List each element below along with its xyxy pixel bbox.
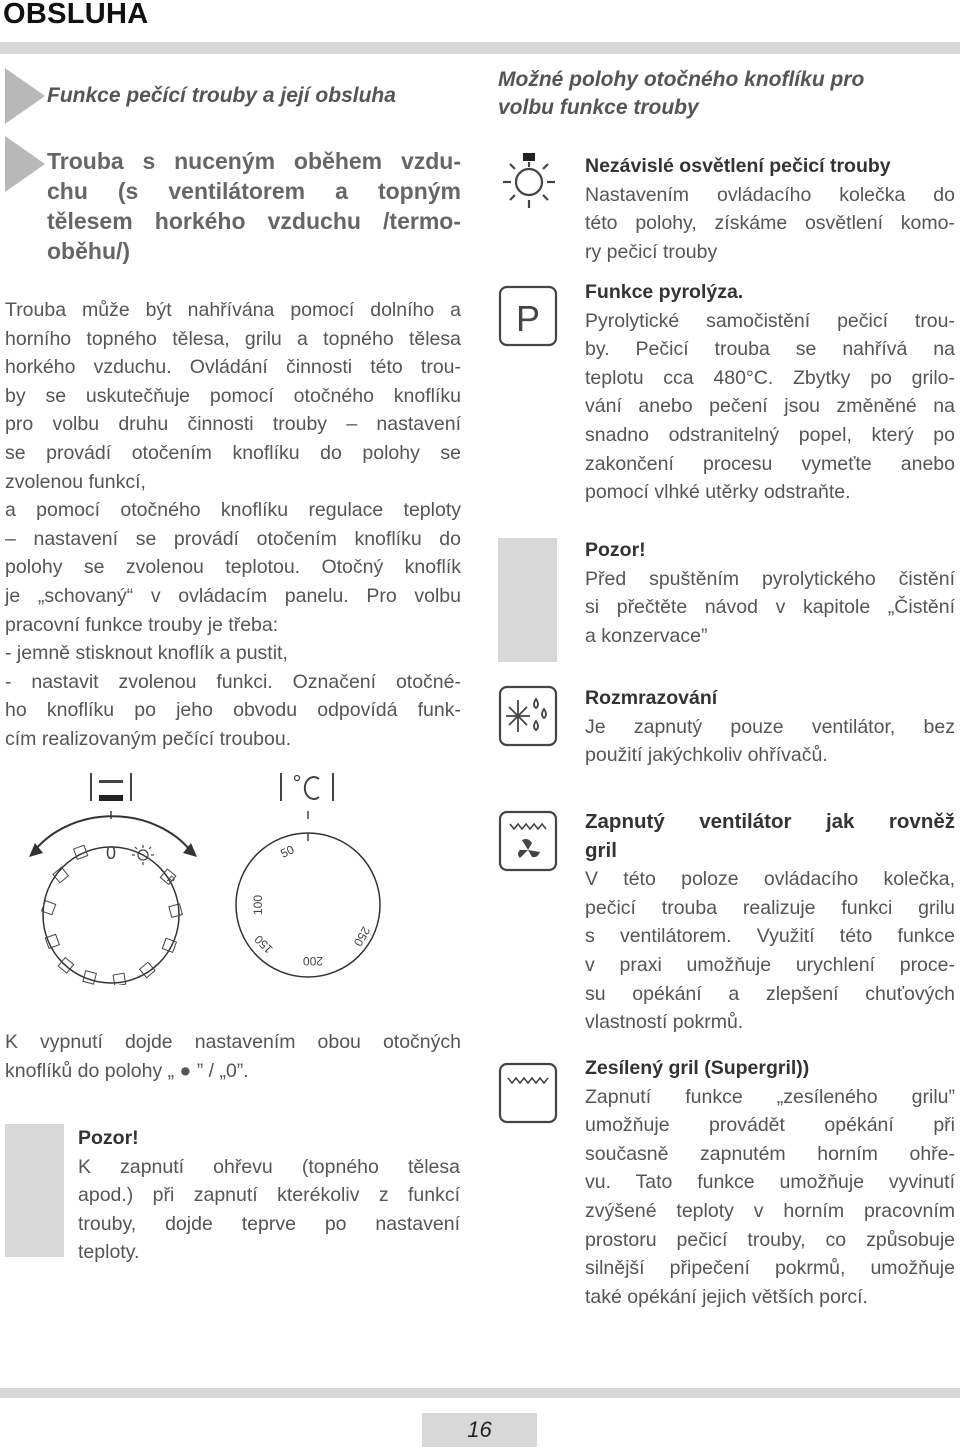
item-line: zakončení procesu vymeťte anebo	[585, 452, 955, 475]
supergrill-icon	[498, 1062, 558, 1124]
off-instruction	[5, 1028, 461, 1085]
subsection-marker-icon	[5, 136, 45, 192]
off-line: K vypnutí dojde nastavením obou otočných	[5, 1031, 461, 1053]
item-line: snadno odstranitelný popel, který po	[585, 423, 955, 446]
pyrolysis-p-icon	[498, 285, 558, 347]
function-knob-diagram	[25, 765, 215, 990]
knob-zero-label: 0	[105, 843, 117, 863]
item-line: pomocí vlhké utěrky odstraňte.	[585, 481, 851, 504]
item-line: a konzervace”	[585, 624, 708, 647]
subsection-title	[47, 146, 461, 266]
body-line: je „schovaný“ v ovládacím panelu. Pro volbu	[5, 584, 461, 607]
item-line: Před spuštěním pyrolytického čistění	[585, 567, 955, 590]
item-line: vu. Tato funkce umožňuje vyvinutí	[585, 1171, 955, 1194]
subsection-title-line: tělesem horkého vzduchu /termo-	[47, 208, 461, 234]
body-line: pro volbu druhu činnosti trouby – nastavení	[5, 413, 461, 436]
warning-line: teploty.	[78, 1241, 140, 1264]
body-line: horního topného tělesa, grilu a topného tělesa	[5, 327, 461, 350]
item-line: zvýšené teploty v horním pracovním	[585, 1199, 955, 1222]
subsection-title-line: oběhu/)	[47, 238, 131, 264]
warning-title: Pozor!	[78, 1127, 139, 1149]
item-title: Rozmrazování	[585, 687, 718, 709]
item-line: Nastavením ovládacího kolečka do	[585, 183, 955, 206]
body-line: ho knoflíku po jeho obvodu odpovídá funk-	[5, 699, 461, 722]
item-line: Je zapnutý pouze ventilátor, bez	[585, 715, 955, 738]
warning-line: trouby, dojde teprve po nastavení	[78, 1212, 460, 1235]
page-title: OBSLUHA	[3, 0, 149, 30]
item-line: by. Pečicí trouba se nahřívá na	[585, 338, 955, 361]
off-line: knoflíků do polohy „ ● ” / „0”.	[5, 1059, 249, 1082]
item-title: gril	[585, 838, 617, 862]
footer-rule	[0, 1388, 960, 1398]
body-line: horkého vzduchu. Ovládání činnosti této trou-	[5, 356, 461, 379]
temp-label: 50	[278, 842, 297, 861]
section-title: Funkce pečící trouby a její obsluha	[47, 84, 396, 107]
item-line: teplotu cca 480°C. Zbytky po grilo-	[585, 366, 955, 389]
temp-label: 200	[302, 954, 323, 968]
item-pyrolysis	[585, 278, 955, 507]
item-title: Funkce pyrolýza.	[585, 281, 744, 303]
item-line: Pyrolytické samočistění pečicí trou-	[585, 309, 955, 332]
body-line: - jemně stisknout knoflík a pustit,	[5, 642, 288, 665]
item-fan-grill	[585, 808, 955, 1037]
warning-block	[78, 1124, 460, 1267]
item-line: použití jakýchkoliv ohřívačů.	[585, 744, 828, 767]
item-light	[585, 152, 955, 266]
right-heading	[498, 66, 864, 122]
body-line: a pomocí otočného knoflíku regulace teploty	[5, 499, 461, 522]
item-line: v praxi umožňuje urychlení proce-	[585, 953, 955, 976]
oven-light-icon	[500, 150, 558, 212]
warning-marker-box	[498, 538, 557, 662]
item-line: Zapnutí funkce „zesíleného grilu”	[585, 1085, 955, 1108]
body-line: – nastavení se provádí otočením knoflíku do	[5, 527, 461, 550]
item-line: su opékání a zlepšení chuťových	[585, 982, 955, 1005]
temperature-knob-diagram	[215, 765, 395, 990]
item-line: silnější připečení pokrmů, umožňuje	[585, 1257, 955, 1280]
temp-label: 150	[251, 932, 276, 957]
body-line: zvolenou funkcí,	[5, 470, 146, 493]
right-heading-line: Možné polohy otočného knoflíku pro	[498, 68, 865, 91]
warning-line: apod.) při zapnutí kterékoliv z funkcí	[78, 1184, 460, 1207]
right-heading-line: volbu funkce trouby	[498, 96, 699, 119]
item-line: vlastností pokrmů.	[585, 1011, 744, 1034]
item-line: umožňuje provádět opékání při	[585, 1114, 955, 1137]
warning-marker-box	[5, 1124, 64, 1257]
item-line: V této poloze ovládacího kolečka,	[585, 868, 955, 891]
body-line: Trouba může být nahřívána pomocí dolního a	[5, 299, 461, 321]
item-line: prostoru pečicí trouby, co způsobuje	[585, 1228, 955, 1251]
temp-label: 100	[251, 894, 265, 915]
body-line: cím realizovaným pečící troubou.	[5, 727, 292, 750]
subsection-title-line: chu (s ventilátorem a topným	[47, 178, 461, 204]
item-line: této polohy, získáme osvětlení komo-	[585, 212, 955, 235]
item-title: Zapnutý ventilátor jak rovněž	[585, 810, 955, 833]
item-title: Nezávislé osvětlení pečicí trouby	[585, 155, 891, 177]
item-defrost	[585, 684, 955, 770]
section-marker-icon	[5, 68, 45, 124]
item-line: také opékání jejich větších porcí.	[585, 1285, 868, 1308]
body-line: polohy se zvolenou teplotou. Otočný knoflík	[5, 556, 461, 579]
temp-label: 250	[350, 924, 373, 949]
item-line: vání anebo pečení jsou změněné na	[585, 395, 955, 418]
item-line: současně zapnutém horním ohře-	[585, 1142, 955, 1165]
body-line: pracovní funkce trouby je třeba:	[5, 613, 279, 636]
item-line: si přečtěte návod v kapitole „Čistění	[585, 596, 955, 619]
pyrolysis-letter: P	[515, 298, 541, 339]
defrost-icon	[498, 685, 558, 747]
item-supergrill	[585, 1054, 955, 1311]
item-line: s ventilátorem. Využití této funkce	[585, 925, 955, 948]
header-rule	[0, 42, 960, 54]
page-number: 16	[422, 1413, 537, 1447]
warning-line: K zapnutí ohřevu (topného tělesa	[78, 1155, 460, 1178]
body-line: se provádí otočením knoflíku do polohy se	[5, 441, 461, 464]
subsection-title-line: Trouba s nuceným oběhem vzdu-	[47, 148, 461, 174]
svg-text:P: P	[164, 873, 177, 887]
item-line: ry pečicí trouby	[585, 240, 718, 263]
body-line: by se uskutečňuje pomocí otočného knoflíku	[5, 384, 461, 407]
body-line: - nastavit zvolenou funkci. Označení otočné-	[5, 670, 461, 693]
intro-paragraph	[5, 296, 461, 754]
item-pyrolysis-warning	[585, 536, 955, 650]
fan-grill-icon	[498, 810, 558, 872]
item-line: pečicí trouba realizuje funkci grilu	[585, 896, 955, 919]
item-title: Zesílený gril (Supergril))	[585, 1057, 810, 1079]
item-title: Pozor!	[585, 539, 646, 561]
